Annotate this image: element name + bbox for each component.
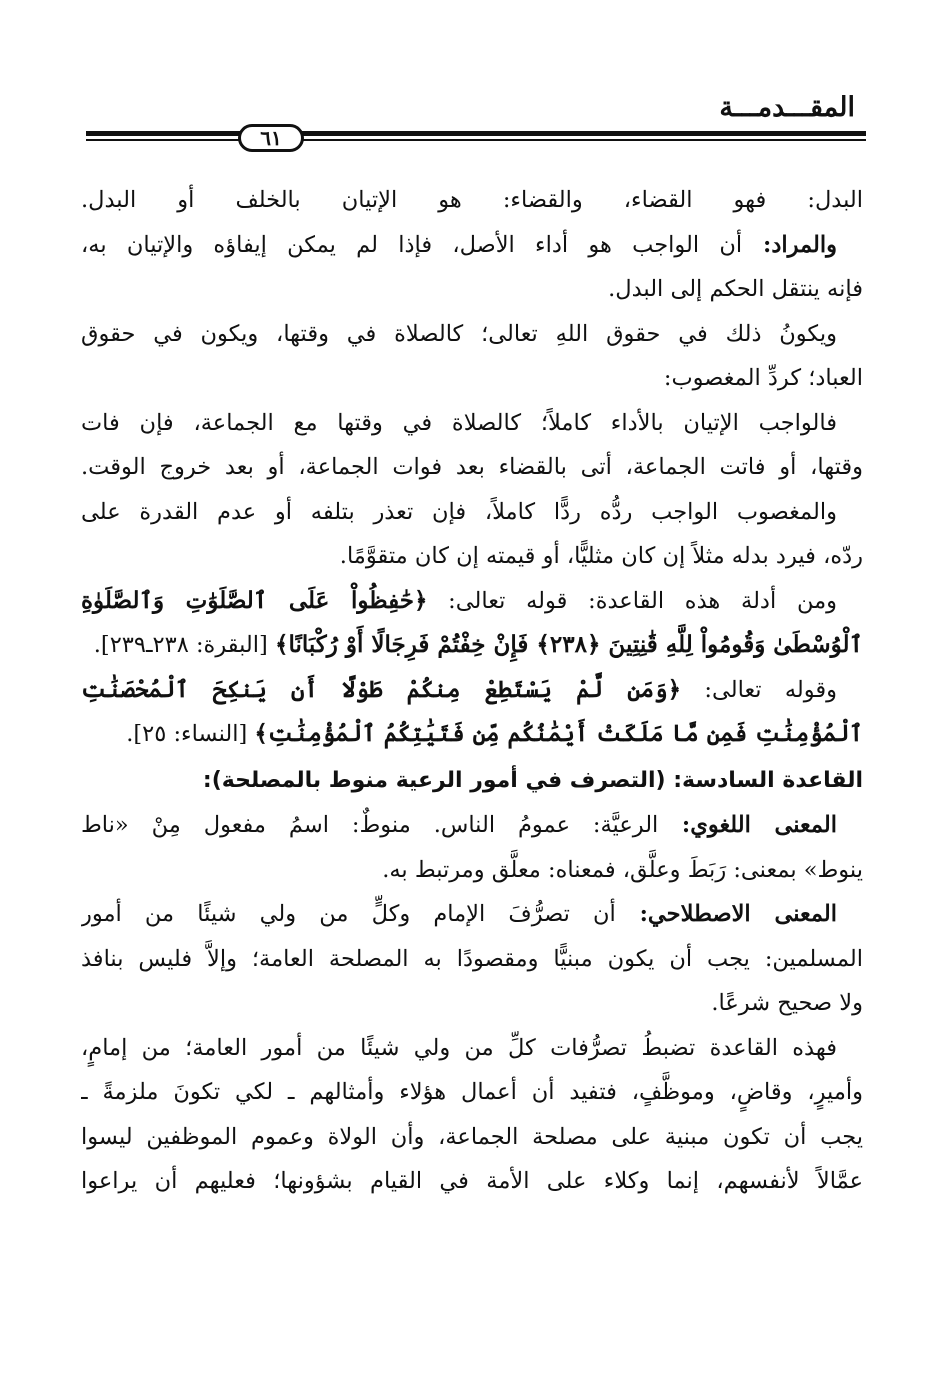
term-label: والمراد: [742, 231, 837, 258]
text-line: المعنى الاصطلاحي: أن تصرُّفَ الإمام وكلٍّ من ولي شيئًا من أمور [81, 901, 837, 927]
quran-verse: ٱلْمُؤْمِنَٰتِ فَمِن مَّا مَلَكَتْ أَيْمَٰنُكُم مِّن فَتَيَٰتِكُمُ ٱلْمُؤْمِنَٰتِ﴾ [254, 720, 863, 747]
header-double-line [86, 131, 866, 141]
text-line: وأميرٍ، وقاضٍ، وموظَّفٍ، فتفيد أن أعمال هؤلاء وأمثالهم ـ لكي تكونَ ملزمةً ـ [81, 1079, 863, 1105]
quran-verse: ﴿حَٰفِظُواْ عَلَى ٱلصَّلَوَٰتِ وَٱلصَّلَوٰةِ [81, 586, 428, 614]
text-line: البدل: فهو القضاء، والقضاء: هو الإتيان بالخلف أو البدل. [81, 187, 863, 213]
section-heading: القاعدة السادسة: (التصرف في أمور الرعية منوط بالمصلحة): [202, 767, 863, 793]
text-line: والمراد: أن الواجب هو أداء الأصل، فإذا لم يمكن إيفاؤه والإتيان به، [81, 231, 837, 258]
text-line: عمَّالاً لأنفسهم، إنما وكلاء على الأمة في القيام بشؤونها؛ فعليهم أن يراعوا [81, 1168, 863, 1194]
text-line: المعنى اللغوي: الرعيَّة: عمومُ الناس. منوطٌ: اسمُ مفعول مِنْ «ناط [81, 812, 837, 838]
term-label: المعنى الاصطلاحي: [615, 901, 837, 927]
text-line: ومن أدلة هذه القاعدة: قوله تعالى: ﴿حَٰفِظُواْ عَلَى ٱلصَّلَوَٰتِ وَٱلصَّلَوٰةِ [81, 586, 837, 614]
text-line [81, 623, 863, 668]
header-rule [86, 124, 866, 152]
text-line: المسلمين: يجب أن يكون مبنيًّا ومقصودًا به المصلحة العامة؛ وإلاَّ فليس بنافذ [81, 945, 863, 972]
page-number: ٦١ [238, 124, 304, 152]
text-line: وقتها، أو فاتت الجماعة، أتى بالقضاء بعد فوات الجماعة، أو بعد خروج الوقت. [81, 454, 863, 480]
text-line: فالواجب الإتيان بالأداء كاملاً؛ كالصلاة في وقتها مع الجماعة، فإن فات [81, 409, 837, 436]
verse-reference: [البقرة: ٢٣٨ـ٢٣٩]. [93, 632, 275, 658]
text-line: وقوله تعالى: ﴿وَمَن لَّمْ يَسْتَطِعْ مِنكُمْ طَوْلًا أَن يَنكِحَ ٱلْمُحْصَنَٰتِ [81, 675, 837, 703]
running-header-title: المقـــدمـــة [719, 92, 855, 123]
text-line: والمغصوب الواجب ردُّه ردًّا كاملاً، فإن تعذر بتلفه أو عدم القدرة على [81, 498, 837, 525]
text-line: ويكونُ ذلك في حقوق اللهِ تعالى؛ كالصلاة في وقتها، ويكون في حقوق [81, 320, 837, 347]
text-line: يجب أن تكون مبنية على مصلحة الجماعة، وأن الولاة وعموم الموظفين ليسوا [81, 1123, 863, 1150]
text-line: فهذه القاعدة تضبطُ تصرُّفات كلِّ من ولي شيئًا من أمور العامة؛ من إمامٍ، [81, 1034, 837, 1061]
page-body [81, 178, 863, 1204]
quran-verse: ٱلْوُسْطَىٰ وَقُومُواْ لِلَّهِ قَٰنِتِينَ ﴿٢٣٨﴾ فَإِنْ خِفْتُمْ فَرِجَالًا أَوْ رُكْبَانًا﴾ [274, 631, 863, 658]
term-label: المعنى اللغوي: [658, 812, 837, 838]
text-line: ينوط» بمعنى: رَبَطَ وعلَّق، فمعناه: معلَّق ومرتبط به. [382, 856, 863, 883]
text-line: ولا صحيح شرعًا. [711, 990, 863, 1016]
text-line: العباد؛ كردِّ المغصوب: [663, 365, 863, 391]
verse-reference: [النساء: ٢٥]. [126, 721, 255, 747]
quran-verse: ﴿وَمَن لَّمْ يَسْتَطِعْ مِنكُمْ طَوْلًا أَن يَنكِحَ ٱلْمُحْصَنَٰتِ [81, 675, 682, 703]
text-line [81, 712, 863, 757]
text-line: ردّه، فيرد بدله مثلاً إن كان مثليًّا، أو قيمته إن كان متقوَّمًا. [339, 543, 863, 569]
text-line: فإنه ينتقل الحكم إلى البدل. [608, 276, 863, 302]
